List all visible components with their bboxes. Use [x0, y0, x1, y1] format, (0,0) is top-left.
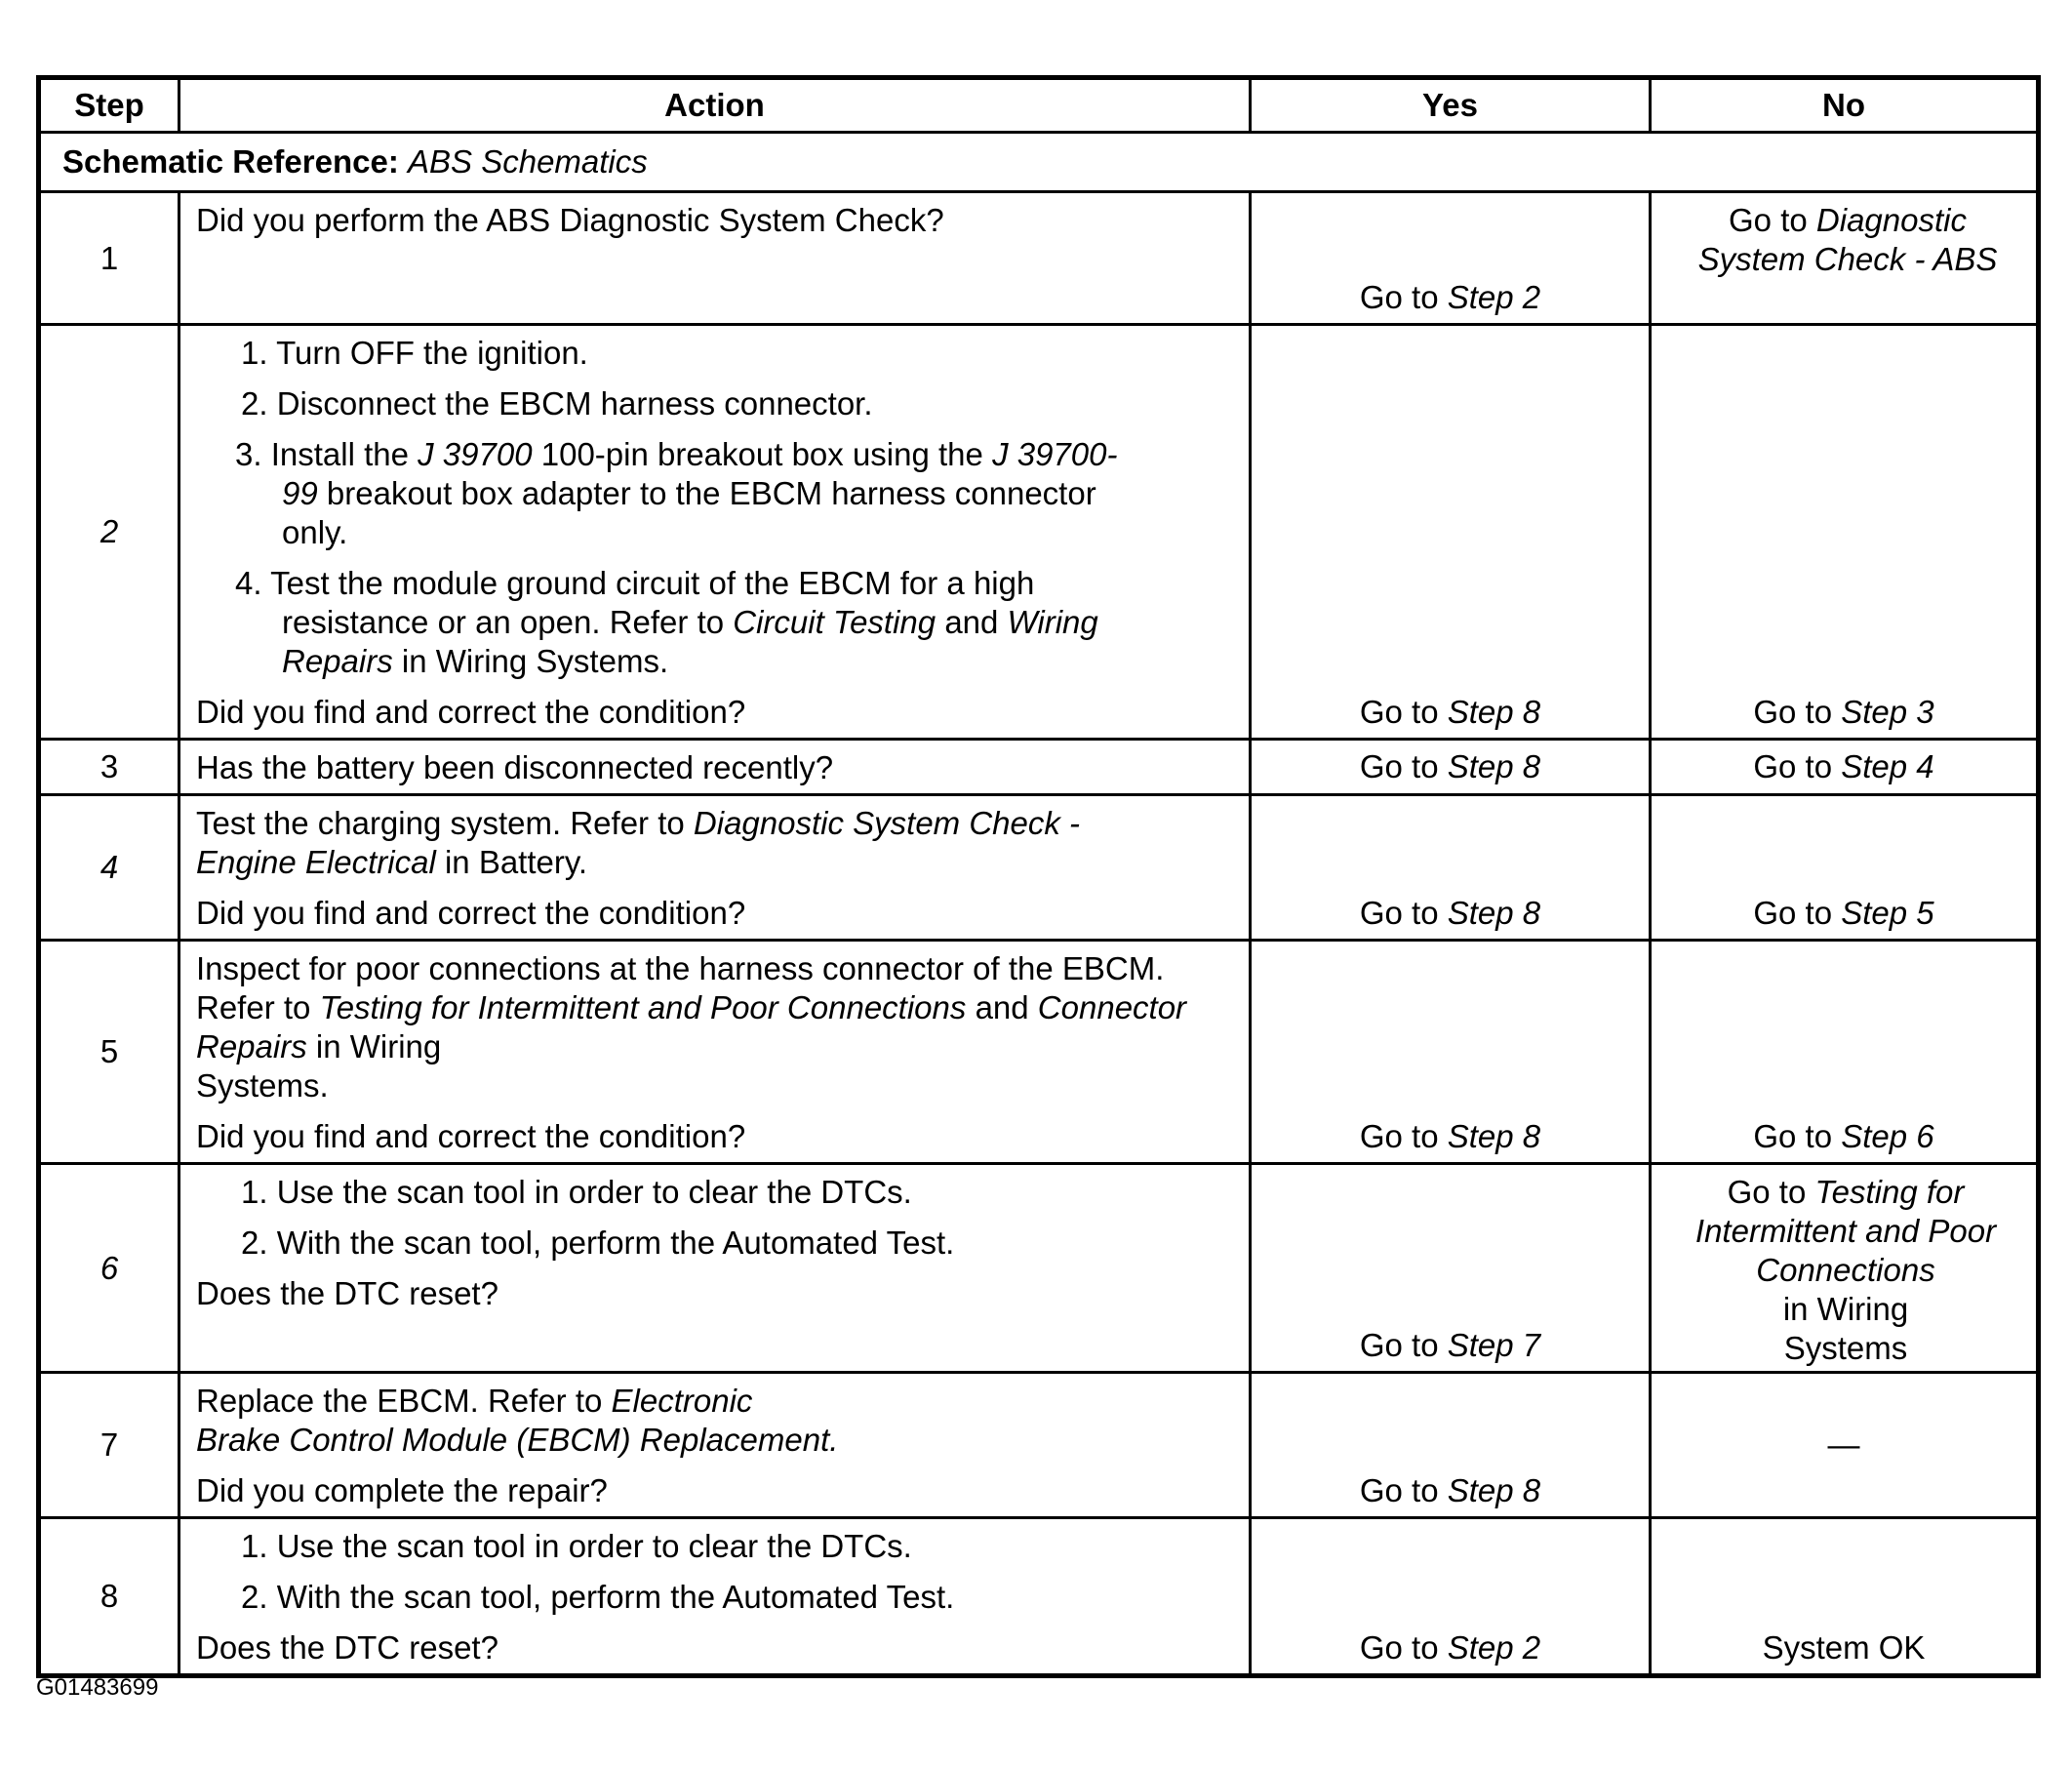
- yes-cell: [1251, 192, 1651, 325]
- no-suffix: in Wiring: [1782, 1291, 1909, 1327]
- action-cell: [179, 1373, 1251, 1518]
- no-prefix: Go to: [1727, 1174, 1807, 1210]
- no-result: System OK: [1762, 1629, 1926, 1666]
- table-row: [39, 941, 2039, 1164]
- yes-link[interactable]: Step 2: [1447, 279, 1541, 315]
- action-part: in Wiring: [315, 1028, 442, 1064]
- header-action: Action: [179, 78, 1251, 133]
- doc-link[interactable]: Electronic Brake Control Module (EBCM) Replacement.: [196, 1383, 839, 1458]
- question-text: Did you find and correct the condition?: [196, 694, 746, 730]
- substep-text: Use the scan tool in order to clear the DTCs.: [276, 1174, 912, 1210]
- action-text: Has the battery been disconnected recently?: [196, 749, 834, 785]
- action-cell: [179, 941, 1251, 1164]
- step-number: 6: [39, 1164, 179, 1373]
- action-cell: [179, 1518, 1251, 1676]
- yes-cell: [1251, 795, 1651, 941]
- diagnostic-table: [36, 75, 2041, 1678]
- yes-link[interactable]: Step 8: [1447, 748, 1541, 784]
- step-number: 4: [39, 795, 179, 941]
- tool-ref[interactable]: J 39700-99: [282, 436, 1118, 511]
- yes-cell: [1251, 1518, 1651, 1676]
- no-link[interactable]: Step 5: [1841, 895, 1934, 931]
- doc-link[interactable]: Circuit Testing: [733, 604, 936, 640]
- action-part: Replace the EBCM. Refer to: [196, 1383, 603, 1419]
- no-cell: [1651, 1518, 2039, 1676]
- yes-prefix: Go to: [1359, 895, 1439, 931]
- action-part: and: [975, 989, 1029, 1025]
- substep: [235, 384, 1233, 423]
- yes-cell: [1251, 740, 1651, 795]
- yes-prefix: Go to: [1359, 748, 1439, 784]
- action-part: in Battery.: [444, 844, 588, 880]
- table-row: [39, 192, 2039, 325]
- question-text: Did you complete the repair?: [196, 1472, 608, 1508]
- action-part: Systems.: [196, 1067, 329, 1104]
- action-cell: [179, 192, 1251, 325]
- substep-text: Use the scan tool in order to clear the DTCs.: [276, 1528, 912, 1564]
- step-number: 1: [39, 192, 179, 325]
- yes-prefix: Go to: [1359, 1118, 1439, 1154]
- yes-cell: [1251, 1164, 1651, 1373]
- substep-text: and: [944, 604, 999, 640]
- action-text: [196, 804, 1233, 882]
- question-text: Does the DTC reset?: [196, 1275, 498, 1311]
- no-dash: —: [1827, 1426, 1860, 1463]
- action-cell: [179, 740, 1251, 795]
- yes-prefix: Go to: [1359, 1327, 1439, 1363]
- no-link[interactable]: Step 4: [1841, 748, 1934, 784]
- step-number: 3: [39, 740, 179, 795]
- yes-link[interactable]: Step 2: [1447, 1629, 1541, 1666]
- no-cell: [1651, 325, 2039, 740]
- table-row: [39, 1164, 2039, 1373]
- substep: [235, 1527, 1233, 1566]
- header-row: [39, 78, 2039, 133]
- substep-text: With the scan tool, perform the Automated Test.: [276, 1579, 955, 1615]
- substep: [235, 564, 1233, 681]
- header-step: Step: [39, 78, 179, 133]
- question-text: Does the DTC reset?: [196, 1629, 498, 1666]
- header-yes: Yes: [1251, 78, 1651, 133]
- yes-link[interactable]: Step 8: [1447, 1118, 1541, 1154]
- substep-text: With the scan tool, perform the Automated Test.: [276, 1225, 955, 1261]
- no-prefix: Go to: [1753, 1118, 1833, 1154]
- action-text: Did you perform the ABS Diagnostic System Check?: [196, 202, 944, 238]
- schematic-link[interactable]: ABS Schematics: [408, 143, 648, 180]
- action-part: Test the charging system. Refer to: [196, 805, 685, 841]
- substep-text: in Wiring Systems.: [401, 643, 669, 679]
- substep-text: Install the: [270, 436, 409, 472]
- no-cell: [1651, 740, 2039, 795]
- substep-num: 2.: [241, 1225, 268, 1261]
- table-row: [39, 795, 2039, 941]
- figure-id: G01483699: [36, 1674, 159, 1701]
- no-prefix: Go to: [1753, 748, 1833, 784]
- schematic-reference: [39, 133, 2039, 192]
- substep-num: 3.: [235, 436, 262, 472]
- substep-text: 100-pin breakout box using the: [540, 436, 983, 472]
- no-cell: [1651, 192, 2039, 325]
- no-cell: [1651, 795, 2039, 941]
- substep-num: 1.: [241, 335, 268, 371]
- substep-text: Turn OFF the ignition.: [276, 335, 588, 371]
- schematic-reference-row: [39, 133, 2039, 192]
- no-link[interactable]: Diagnostic System Check - ABS: [1697, 202, 1998, 277]
- substep-text: breakout box adapter to the EBCM harness connector only.: [282, 475, 1096, 550]
- yes-link[interactable]: Step 8: [1447, 1472, 1541, 1508]
- substep: [235, 1578, 1233, 1617]
- no-link[interactable]: Step 6: [1841, 1118, 1934, 1154]
- yes-prefix: Go to: [1359, 1629, 1439, 1666]
- doc-link[interactable]: Testing for Intermittent and Poor Connections: [319, 989, 967, 1025]
- yes-link[interactable]: Step 7: [1447, 1327, 1541, 1363]
- action-text: [196, 949, 1233, 1066]
- yes-link[interactable]: Step 8: [1447, 895, 1541, 931]
- substep: [235, 1224, 1233, 1263]
- no-prefix: Go to: [1753, 694, 1833, 730]
- action-cell: [179, 795, 1251, 941]
- substep-num: 1.: [241, 1528, 268, 1564]
- no-cell: [1651, 941, 2039, 1164]
- action-text: [196, 1382, 1233, 1460]
- step-number: 2: [39, 325, 179, 740]
- action-cell: [179, 325, 1251, 740]
- action-cell: [179, 1164, 1251, 1373]
- no-prefix: Go to: [1753, 895, 1833, 931]
- question-text: Did you find and correct the condition?: [196, 895, 746, 931]
- question-text: Did you find and correct the condition?: [196, 1118, 746, 1154]
- no-prefix: Go to: [1729, 202, 1808, 238]
- doc-link[interactable]: Wiring Repairs: [282, 604, 1098, 679]
- yes-cell: [1251, 325, 1651, 740]
- action-part: Inspect for poor connections at the harness connector of the EBCM. Refer to: [196, 950, 1165, 1025]
- schematic-label: Schematic Reference:: [62, 143, 399, 180]
- no-cell: [1651, 1164, 2039, 1373]
- yes-prefix: Go to: [1359, 279, 1439, 315]
- table-row: [39, 1373, 2039, 1518]
- substep-num: 1.: [241, 1174, 268, 1210]
- doc-link[interactable]: Connector Repairs: [196, 989, 1187, 1064]
- yes-cell: [1251, 1373, 1651, 1518]
- no-link[interactable]: Testing for Intermittent and Poor Connections: [1694, 1174, 1997, 1288]
- substep-num: 4.: [235, 565, 262, 601]
- substep-text: Disconnect the EBCM harness connector.: [276, 385, 873, 422]
- header-no: No: [1651, 78, 2039, 133]
- substep: [235, 1173, 1233, 1212]
- substep-num: 2.: [241, 385, 268, 422]
- table-row: [39, 325, 2039, 740]
- substep-text: Test the module ground circuit of the EBCM for a high resistance or an open. Refer to: [270, 565, 1035, 640]
- doc-link[interactable]: Diagnostic System Check - Engine Electrical: [196, 805, 1081, 880]
- step-number: 7: [39, 1373, 179, 1518]
- no-cell: [1651, 1373, 2039, 1518]
- no-suffix: Systems: [1783, 1330, 1908, 1366]
- yes-cell: [1251, 941, 1651, 1164]
- yes-link[interactable]: Step 8: [1447, 694, 1541, 730]
- yes-prefix: Go to: [1359, 1472, 1439, 1508]
- step-number: 8: [39, 1518, 179, 1676]
- yes-prefix: Go to: [1359, 694, 1439, 730]
- tool-ref[interactable]: J 39700: [418, 436, 533, 472]
- table-row: [39, 740, 2039, 795]
- no-link[interactable]: Step 3: [1841, 694, 1934, 730]
- substep-num: 2.: [241, 1579, 268, 1615]
- table-row: [39, 1518, 2039, 1676]
- substep: [235, 334, 1233, 373]
- substep: [235, 435, 1233, 552]
- step-number: 5: [39, 941, 179, 1164]
